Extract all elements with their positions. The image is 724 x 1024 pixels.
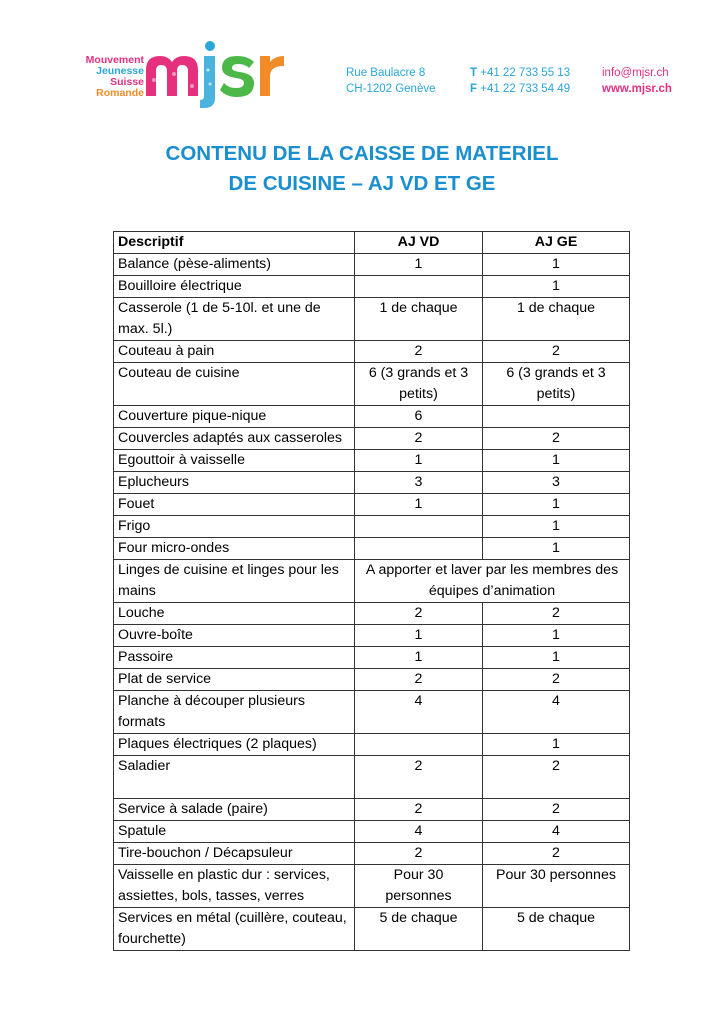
- table-row: [114, 298, 630, 341]
- item-name: Service à salade (paire): [114, 799, 355, 821]
- mjsr-logo: [76, 40, 312, 110]
- table-row: [114, 276, 630, 298]
- fax-prefix: F: [470, 83, 478, 95]
- qty-aj-ge: 1: [483, 450, 630, 472]
- qty-aj-ge: 1: [483, 647, 630, 669]
- table-row: [114, 647, 630, 669]
- table-row: [114, 516, 630, 538]
- title-line-1: CONTENU DE LA CAISSE DE MATERIEL: [165, 142, 559, 165]
- fax-number: +41 22 733 54 49: [480, 83, 571, 95]
- item-name: Balance (pèse-aliments): [114, 254, 355, 276]
- table-row: [114, 821, 630, 843]
- qty-aj-ge: 1: [483, 276, 630, 298]
- logo-word-romande: Romande: [96, 87, 144, 99]
- qty-aj-vd: 1: [355, 494, 483, 516]
- item-name: Plaques électriques (2 plaques): [114, 734, 355, 756]
- item-name: Eplucheurs: [114, 472, 355, 494]
- item-name: Bouilloire électrique: [114, 276, 355, 298]
- table-row: [114, 363, 630, 406]
- logo-word-suisse: Suisse: [110, 76, 144, 88]
- table-row: [114, 843, 630, 865]
- qty-aj-vd: 3: [355, 472, 483, 494]
- table-row: [114, 625, 630, 647]
- item-name: Casserole (1 de 5-10l. et une de max. 5l.): [114, 298, 355, 341]
- qty-aj-ge: 1: [483, 516, 630, 538]
- header-descriptif: Descriptif: [114, 232, 355, 254]
- header-aj-ge: AJ GE: [483, 232, 630, 254]
- qty-aj-ge: [483, 406, 630, 428]
- table-row: [114, 538, 630, 560]
- item-name: Plat de service: [114, 669, 355, 691]
- qty-aj-vd: [355, 734, 483, 756]
- qty-aj-vd: 6 (3 grands et 3 petits): [355, 363, 483, 406]
- fax-line: [470, 81, 570, 97]
- logo-word-mouvement: Mouvement: [85, 54, 144, 66]
- qty-aj-ge: 5 de chaque: [483, 908, 630, 951]
- qty-aj-vd: [355, 538, 483, 560]
- qty-aj-ge: 1: [483, 625, 630, 647]
- qty-aj-vd: [355, 276, 483, 298]
- header-aj-vd: AJ VD: [355, 232, 483, 254]
- address-street: Rue Baulacre 8: [346, 67, 426, 79]
- table-header-row: [114, 232, 630, 254]
- title-line-2: DE CUISINE – AJ VD ET GE: [228, 172, 496, 195]
- address-city: CH-1202 Genève: [346, 83, 436, 95]
- item-name: Egouttoir à vaisselle: [114, 450, 355, 472]
- qty-aj-ge: 4: [483, 821, 630, 843]
- item-name: Louche: [114, 603, 355, 625]
- table-row: [114, 908, 630, 951]
- qty-aj-ge: 2: [483, 756, 630, 799]
- qty-aj-ge: 4: [483, 691, 630, 734]
- table-row: [114, 560, 630, 603]
- qty-aj-vd: [355, 516, 483, 538]
- item-name: Vaisselle en plastic dur : services, assiettes, bols, tasses, verres: [114, 865, 355, 908]
- item-name: Couverture pique-nique: [114, 406, 355, 428]
- contact-block: [602, 65, 672, 97]
- table-row: [114, 669, 630, 691]
- qty-aj-ge: 2: [483, 341, 630, 363]
- item-name: Planche à découper plusieurs formats: [114, 691, 355, 734]
- qty-aj-vd: 5 de chaque: [355, 908, 483, 951]
- item-name: Spatule: [114, 821, 355, 843]
- table-row: [114, 428, 630, 450]
- qty-aj-vd: 2: [355, 799, 483, 821]
- qty-aj-vd: 2: [355, 669, 483, 691]
- qty-aj-ge: Pour 30 personnes: [483, 865, 630, 908]
- qty-aj-ge: 2: [483, 843, 630, 865]
- item-name: Couteau à pain: [114, 341, 355, 363]
- logo-words: [76, 55, 144, 99]
- phone-number: +41 22 733 55 13: [480, 67, 571, 79]
- qty-aj-vd: 4: [355, 691, 483, 734]
- item-name: Couteau de cuisine: [114, 363, 355, 406]
- qty-aj-vd: 1: [355, 450, 483, 472]
- address-block: [346, 65, 436, 97]
- phone-block: [470, 65, 570, 97]
- item-name: Couvercles adaptés aux casseroles: [114, 428, 355, 450]
- email-link[interactable]: info@mjsr.ch: [602, 67, 669, 79]
- qty-aj-vd: Pour 30 personnes: [355, 865, 483, 908]
- website-link[interactable]: www.mjsr.ch: [602, 83, 672, 95]
- table-row: [114, 450, 630, 472]
- qty-aj-ge: 3: [483, 472, 630, 494]
- qty-aj-vd: 1: [355, 254, 483, 276]
- page-title: [0, 139, 724, 199]
- qty-aj-ge: 6 (3 grands et 3 petits): [483, 363, 630, 406]
- item-name: Tire-bouchon / Décapsuleur: [114, 843, 355, 865]
- table-row: [114, 734, 630, 756]
- item-name: Four micro-ondes: [114, 538, 355, 560]
- qty-aj-vd: 6: [355, 406, 483, 428]
- item-name: Saladier: [114, 756, 355, 799]
- table-row: [114, 472, 630, 494]
- qty-aj-ge: 1 de chaque: [483, 298, 630, 341]
- item-name: Linges de cuisine et linges pour les mains: [114, 560, 355, 603]
- qty-aj-ge: 1: [483, 538, 630, 560]
- qty-aj-ge: 1: [483, 254, 630, 276]
- table-row: [114, 756, 630, 799]
- table-row: [114, 603, 630, 625]
- qty-aj-ge: 1: [483, 734, 630, 756]
- phone-prefix: T: [470, 67, 478, 79]
- qty-merged-note: A apporter et laver par les membres des équipes d’animation: [355, 560, 630, 603]
- table-row: [114, 865, 630, 908]
- qty-aj-vd: 2: [355, 756, 483, 799]
- equipment-table: [113, 231, 630, 951]
- qty-aj-vd: 4: [355, 821, 483, 843]
- logo-word-jeunesse: Jeunesse: [96, 65, 144, 77]
- table-row: [114, 799, 630, 821]
- table-row: [114, 341, 630, 363]
- table-row: [114, 494, 630, 516]
- qty-aj-vd: 1: [355, 647, 483, 669]
- item-name: Frigo: [114, 516, 355, 538]
- item-name: Ouvre-boîte: [114, 625, 355, 647]
- qty-aj-ge: 2: [483, 799, 630, 821]
- qty-aj-vd: 2: [355, 603, 483, 625]
- qty-aj-vd: 1 de chaque: [355, 298, 483, 341]
- item-name: Services en métal (cuillère, couteau, fourchette): [114, 908, 355, 951]
- qty-aj-ge: 1: [483, 494, 630, 516]
- qty-aj-vd: 2: [355, 428, 483, 450]
- qty-aj-vd: 1: [355, 625, 483, 647]
- qty-aj-vd: 2: [355, 843, 483, 865]
- qty-aj-ge: 2: [483, 428, 630, 450]
- table-row: [114, 691, 630, 734]
- table-row: [114, 406, 630, 428]
- qty-aj-ge: 2: [483, 669, 630, 691]
- phone-line: [470, 65, 570, 81]
- qty-aj-vd: 2: [355, 341, 483, 363]
- mjsr-logo-mark: [144, 40, 314, 110]
- qty-aj-ge: 2: [483, 603, 630, 625]
- item-name: Passoire: [114, 647, 355, 669]
- item-name: Fouet: [114, 494, 355, 516]
- table-row: [114, 254, 630, 276]
